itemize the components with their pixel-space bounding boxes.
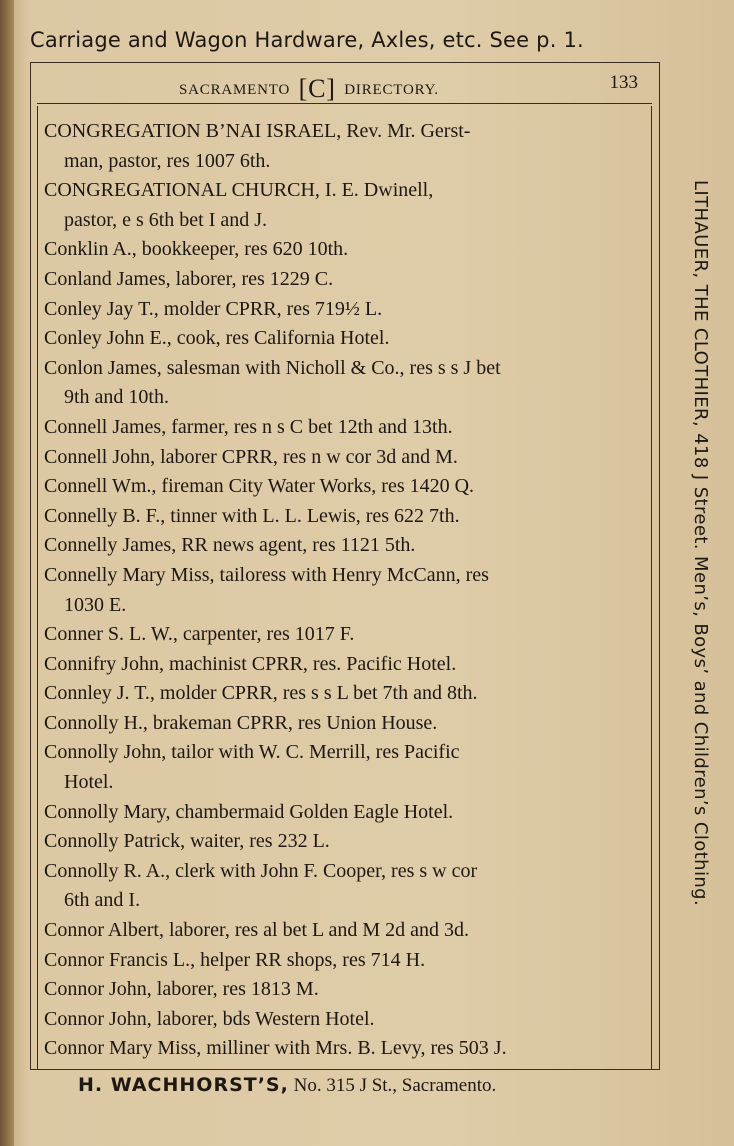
- directory-entry: [44, 413, 640, 443]
- bottom-ad-firm: H. WACHHORST’S,: [78, 1074, 289, 1096]
- directory-entry: [44, 857, 640, 916]
- directory-entry: [44, 916, 640, 946]
- entry-line: Connelly James, RR news agent, res 1121 5th.: [44, 534, 416, 557]
- entry-line: Conklin A., bookkeeper, res 620 10th.: [44, 238, 349, 261]
- entry-line: Conner S. L. W., carpenter, res 1017 F.: [44, 623, 355, 646]
- bottom-advertisement: [78, 1074, 496, 1097]
- page-number: 133: [609, 72, 638, 93]
- entry-line: Connolly Patrick, waiter, res 232 L.: [44, 830, 330, 853]
- directory-entry: [44, 176, 640, 235]
- directory-entry: [44, 117, 640, 176]
- entry-line: Conlon James, salesman with Nicholl & Co., res s s J bet: [44, 356, 501, 379]
- directory-entry: [44, 531, 640, 561]
- directory-entry: [44, 561, 640, 620]
- directory-entry: [44, 354, 640, 413]
- entry-line: Connor John, laborer, bds Western Hotel.: [44, 1007, 375, 1030]
- entry-line: Connolly R. A., clerk with John F. Cooper, res s w cor: [44, 859, 478, 882]
- entry-line: Connolly H., brakeman CPRR, res Union House.: [44, 711, 438, 734]
- directory-entry: [44, 443, 640, 473]
- bottom-ad-address: No. 315 J St., Sacramento.: [293, 1075, 497, 1096]
- entry-continuation: Hotel.: [64, 771, 114, 794]
- directory-entry: [44, 324, 640, 354]
- entry-line: Connolly Mary, chambermaid Golden Eagle Hotel.: [44, 800, 454, 823]
- directory-entry: [44, 709, 640, 739]
- entry-line: Connor Albert, laborer, res al bet L and M 2d and 3d.: [44, 919, 470, 942]
- directory-entry: [44, 472, 640, 502]
- entry-line: Connell Wm., fireman City Water Works, res 1420 Q.: [44, 475, 475, 498]
- running-header: [37, 64, 652, 104]
- side-advertisement: LITHAUER, THE CLOTHIER, 418 J Street. Men’s, Boys’ and Children’s Clothing.: [690, 180, 711, 907]
- entry-continuation: man, pastor, res 1007 6th.: [64, 149, 271, 172]
- entry-line: Connley J. T., molder CPRR, res s s L bet 7th and 8th.: [44, 682, 478, 705]
- entry-line: Conland James, laborer, res 1229 C.: [44, 267, 334, 290]
- entry-line: Connell John, laborer CPRR, res n w cor 3d and M.: [44, 445, 458, 468]
- entry-continuation: 9th and 10th.: [64, 386, 169, 409]
- entry-line: CONGREGATION B’NAI ISRAEL, Rev. Mr. Gerst-: [44, 120, 471, 142]
- directory-entry: [44, 650, 640, 680]
- entry-line: Conley John E., cook, res California Hotel.: [44, 327, 390, 350]
- entry-continuation: pastor, e s 6th bet I and J.: [64, 208, 268, 231]
- entry-line: Connolly John, tailor with W. C. Merrill, res Pacific: [44, 741, 460, 764]
- directory-entry: [44, 975, 640, 1005]
- directory-entry: [44, 679, 640, 709]
- header-directory: DIRECTORY.: [344, 82, 439, 98]
- directory-listing: [44, 117, 640, 1064]
- book-binding-edge: [0, 0, 14, 1146]
- directory-entry: [44, 502, 640, 532]
- entry-line: Connelly B. F., tinner with L. L. Lewis, res 622 7th.: [44, 504, 460, 527]
- entry-continuation: 6th and I.: [64, 889, 141, 912]
- entry-line: CONGREGATIONAL CHURCH, I. E. Dwinell,: [44, 179, 434, 202]
- directory-entry: [44, 295, 640, 325]
- directory-entry: [44, 798, 640, 828]
- header-title: [179, 74, 439, 104]
- header-section-letter: [C]: [298, 74, 336, 103]
- directory-entry: [44, 620, 640, 650]
- entry-line: Conley Jay T., molder CPRR, res 719½ L.: [44, 297, 383, 320]
- top-advertisement: Carriage and Wagon Hardware, Axles, etc. See p. 1.: [30, 28, 584, 52]
- entry-line: Connelly Mary Miss, tailoress with Henry McCann, res: [44, 563, 489, 586]
- entry-line: Connifry John, machinist CPRR, res. Pacific Hotel.: [44, 652, 457, 675]
- entry-line: Connell James, farmer, res n s C bet 12th and 13th.: [44, 415, 453, 438]
- directory-entry: [44, 1005, 640, 1035]
- directory-entry: [44, 1034, 640, 1064]
- directory-entry: [44, 946, 640, 976]
- directory-entry: [44, 235, 640, 265]
- header-city: SACRAMENTO: [179, 82, 291, 98]
- directory-entry: [44, 827, 640, 857]
- entry-line: Connor Francis L., helper RR shops, res 714 H.: [44, 948, 426, 971]
- entry-line: Connor John, laborer, res 1813 M.: [44, 978, 319, 1001]
- directory-entry: [44, 265, 640, 295]
- entry-line: Connor Mary Miss, milliner with Mrs. B. Levy, res 503 J.: [44, 1037, 507, 1060]
- directory-entry: [44, 738, 640, 797]
- entry-continuation: 1030 E.: [64, 593, 127, 616]
